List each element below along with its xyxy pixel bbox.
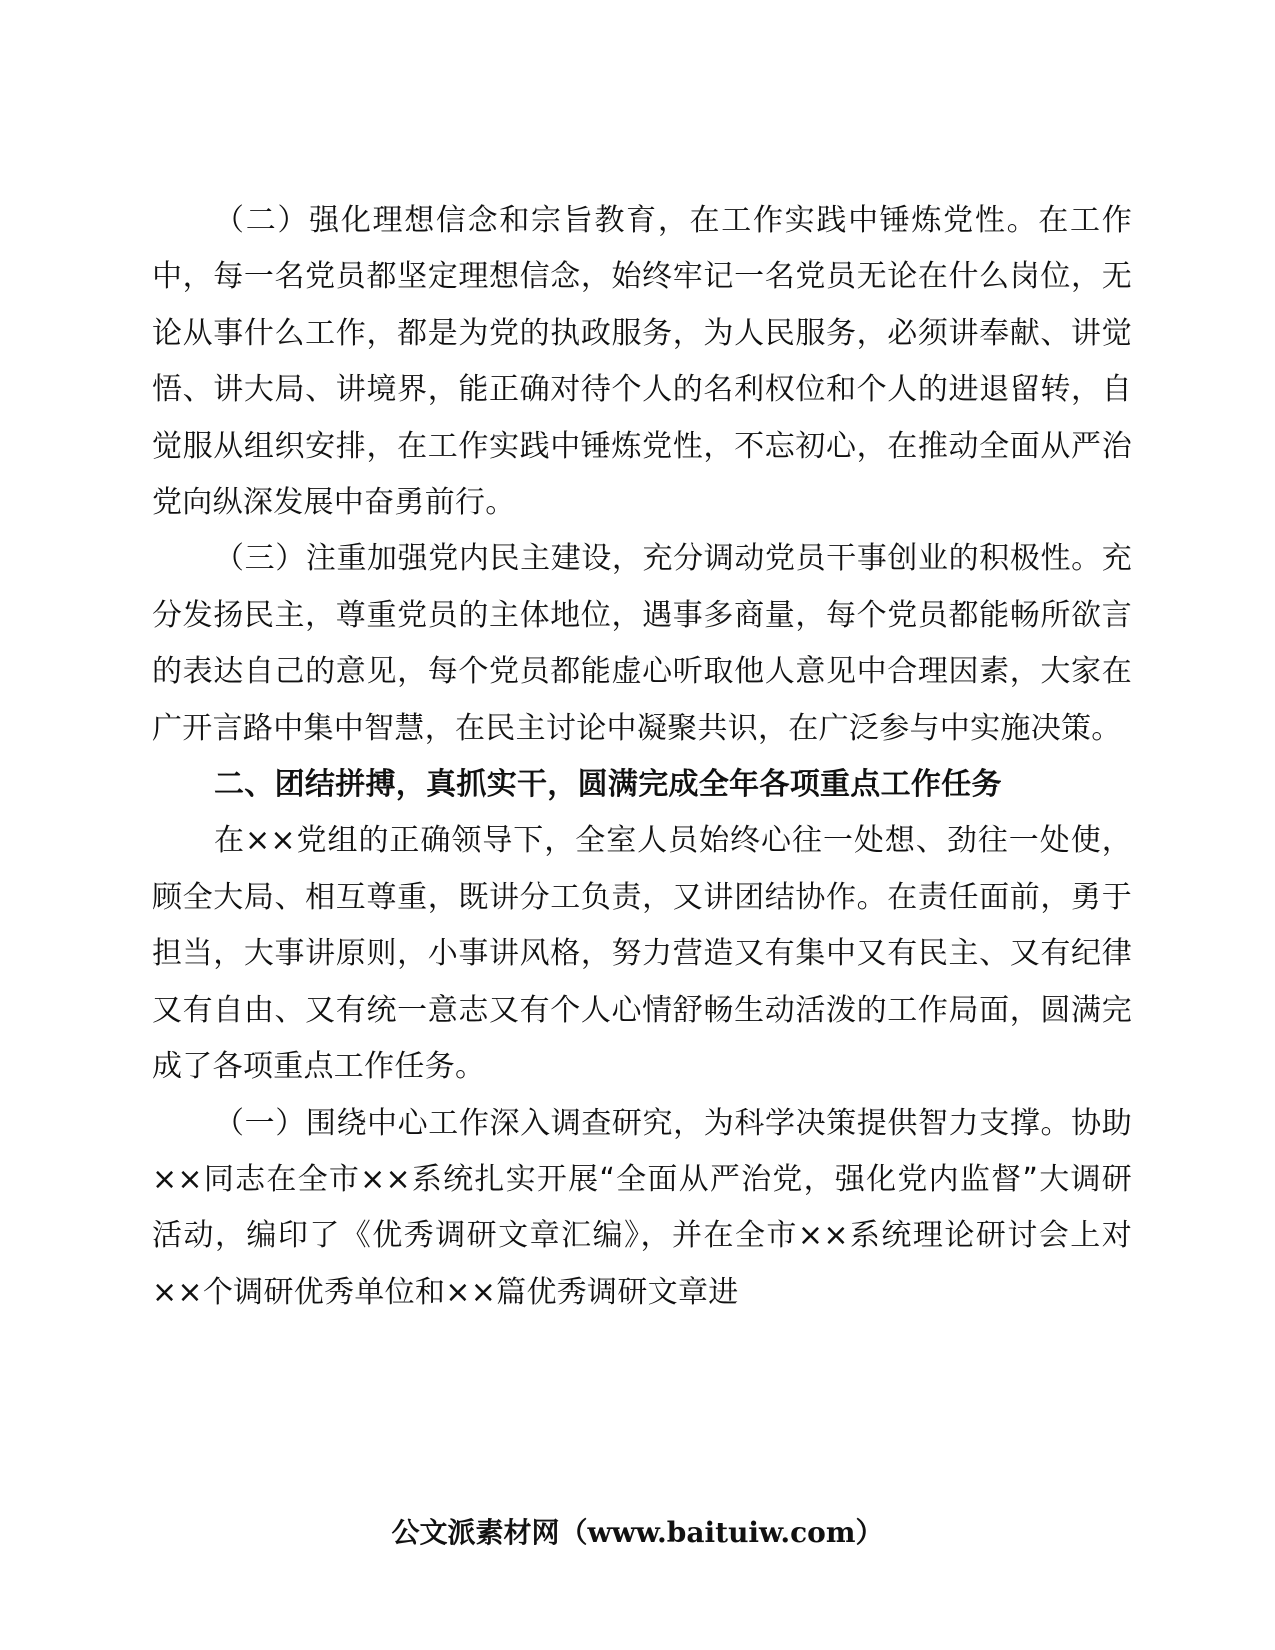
footer-watermark-text: 公文派素材网（www.baituiw.com） — [391, 1516, 884, 1549]
paragraph-party-spirit: （二）强化理想信念和宗旨教育，在工作实践中锤炼党性。在工作中，每一名党员都坚定理想信念，始终牢记一名党员无论在什么岗位，无论从事什么工作，都是为党的执政服务，为人民服务，必须讲奉献、讲觉悟、讲大局、讲境界，能正确对待个人的名利权位和个人的进退留转，自觉服从组织安排，在工作实践中锤炼党性，不忘初心，在推动全面从严治党向纵深发展中奋勇前行。 — [152, 203, 1132, 521]
section-heading-two: 二、团结拼搏，真抓实干，圆满完成全年各项重点工作任务 — [214, 767, 1002, 803]
paragraph-leadership: 在××党组的正确领导下，全室人员始终心往一处想、劲往一处使，顾全大局、相互尊重，既讲分工负责，又讲团结协作。在责任面前，勇于担当，大事讲原则，小事讲风格，努力营造又有集中又有民主、又有纪律又有自由、又有统一意志又有个人心情舒畅生动活泼的工作局面，圆满完成了各项重点工作任务。 — [152, 823, 1132, 1085]
document-body — [152, 193, 1132, 1321]
paragraph-inner-party-democracy: （三）注重加强党内民主建设，充分调动党员干事创业的积极性。充分发扬民主，尊重党员的主体地位，遇事多商量，每个党员都能畅所欲言的表达自己的意见，每个党员都能虚心听取他人意见中合理因素，大家在广开言路中集中智慧，在民主讨论中凝聚共识，在广泛参与中实施决策。 — [152, 541, 1132, 746]
paragraph-research: （一）围绕中心工作深入调查研究，为科学决策提供智力支撑。协助××同志在全市××系统扎实开展“全面从严治党，强化党内监督”大调研活动，编印了《优秀调研文章汇编》，并在全市××系统理论研讨会上对××个调研优秀单位和××篇优秀调研文章进 — [152, 1105, 1132, 1310]
